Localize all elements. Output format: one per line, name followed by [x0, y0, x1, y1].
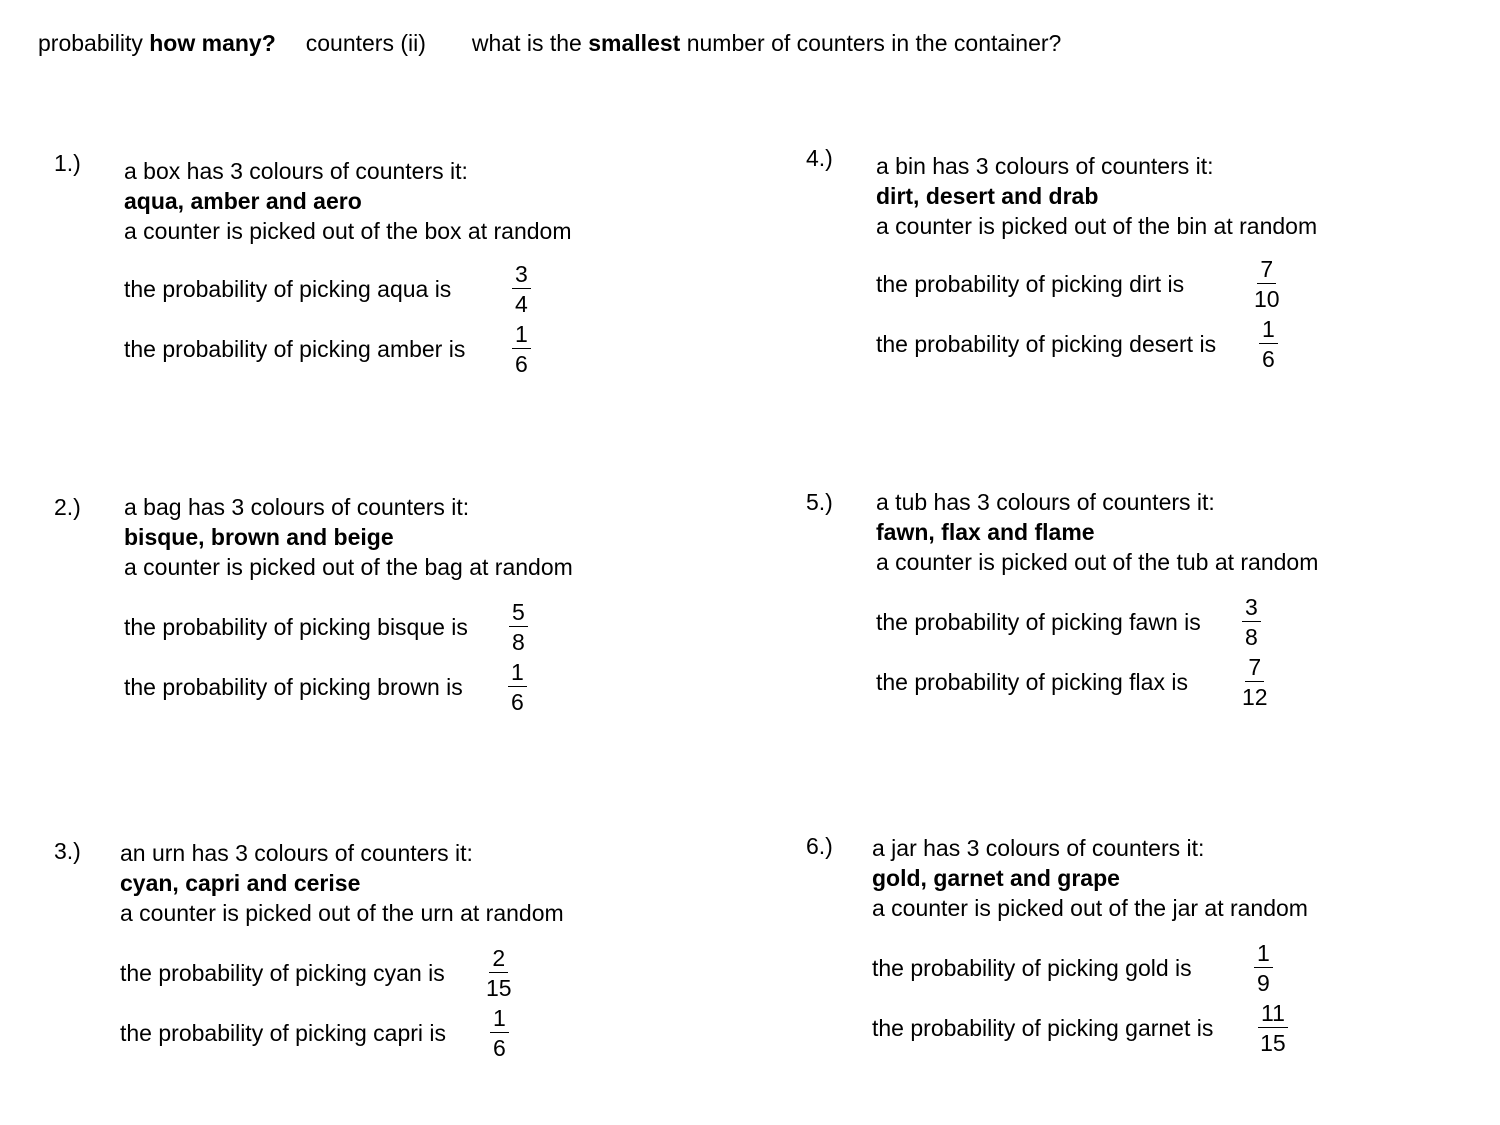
- fraction-denominator: 6: [1262, 346, 1275, 372]
- fraction-denominator: 6: [515, 351, 528, 377]
- fraction-denominator: 15: [1260, 1030, 1286, 1056]
- fraction: [512, 260, 531, 319]
- question-colours: cyan, capri and cerise: [120, 870, 361, 896]
- question-number: 5.): [806, 489, 833, 515]
- probability-text: the probability of picking brown is: [124, 674, 463, 700]
- subtopic-title: counters (ii): [305, 30, 426, 56]
- worksheet-header: [38, 30, 1061, 57]
- question-number: 1.): [54, 150, 81, 176]
- fraction-denominator: 8: [1245, 624, 1258, 650]
- question-number: 4.): [806, 145, 833, 171]
- fraction: [508, 658, 527, 717]
- question-colours: dirt, desert and drab: [876, 183, 1099, 209]
- question-number: 2.): [54, 494, 81, 520]
- fraction-denominator: 6: [511, 689, 524, 715]
- probability-text: the probability of picking bisque is: [124, 614, 468, 640]
- probability-text: the probability of picking capri is: [120, 1020, 446, 1046]
- probability-text: the probability of picking amber is: [124, 336, 466, 362]
- fraction: [1242, 653, 1268, 712]
- question-intro: a jar has 3 colours of counters it:: [872, 835, 1205, 861]
- question-intro: an urn has 3 colours of counters it:: [120, 840, 473, 866]
- fraction-numerator: 11: [1258, 999, 1288, 1028]
- fraction-denominator: 6: [493, 1035, 506, 1061]
- fraction: [509, 598, 528, 657]
- question-intro: a bag has 3 colours of counters it:: [124, 494, 470, 520]
- probability-text: the probability of picking garnet is: [872, 1015, 1214, 1041]
- fraction-numerator: 3: [1242, 593, 1261, 622]
- question-colours: fawn, flax and flame: [876, 519, 1095, 545]
- fraction: [1254, 255, 1280, 314]
- fraction-numerator: 7: [1257, 255, 1276, 284]
- fraction-numerator: 5: [509, 598, 528, 627]
- question-pick: a counter is picked out of the urn at random: [120, 900, 564, 926]
- topic-title: probability how many?: [38, 30, 276, 56]
- question-intro: a tub has 3 colours of counters it:: [876, 489, 1215, 515]
- fraction: [1258, 999, 1288, 1058]
- fraction: [490, 1004, 509, 1063]
- fraction: [1254, 939, 1273, 998]
- instruction: what is the smallest number of counters in the container?: [471, 30, 1062, 56]
- probability-text: the probability of picking dirt is: [876, 271, 1185, 297]
- probability-text: the probability of picking desert is: [876, 331, 1217, 357]
- question-pick: a counter is picked out of the bin at random: [876, 213, 1318, 239]
- fraction-numerator: 7: [1245, 653, 1264, 682]
- fraction-numerator: 1: [1259, 315, 1278, 344]
- fraction-denominator: 15: [486, 975, 512, 1001]
- fraction-denominator: 12: [1242, 684, 1268, 710]
- question-colours: aqua, amber and aero: [124, 188, 362, 214]
- fraction: [1259, 315, 1278, 374]
- fraction-numerator: 1: [490, 1004, 509, 1033]
- fraction-numerator: 3: [512, 260, 531, 289]
- fraction-numerator: 1: [1254, 939, 1273, 968]
- question-number: 3.): [54, 838, 81, 864]
- fraction-denominator: 10: [1254, 286, 1280, 312]
- question-pick: a counter is picked out of the jar at random: [872, 895, 1308, 921]
- question-number: 6.): [806, 833, 833, 859]
- probability-text: the probability of picking cyan is: [120, 960, 445, 986]
- question-pick: a counter is picked out of the tub at random: [876, 549, 1319, 575]
- probability-text: the probability of picking fawn is: [876, 609, 1201, 635]
- probability-text: the probability of picking aqua is: [124, 276, 452, 302]
- question-colours: bisque, brown and beige: [124, 524, 394, 550]
- fraction-denominator: 8: [512, 629, 525, 655]
- fraction-numerator: 1: [512, 320, 531, 349]
- question-intro: a bin has 3 colours of counters it:: [876, 153, 1214, 179]
- probability-text: the probability of picking flax is: [876, 669, 1188, 695]
- fraction: [486, 944, 512, 1003]
- question-pick: a counter is picked out of the box at random: [124, 218, 572, 244]
- question-intro: a box has 3 colours of counters it:: [124, 158, 468, 184]
- fraction-denominator: 9: [1257, 970, 1270, 996]
- fraction: [1242, 593, 1261, 652]
- fraction-numerator: 1: [508, 658, 527, 687]
- probability-text: the probability of picking gold is: [872, 955, 1192, 981]
- fraction-denominator: 4: [515, 291, 528, 317]
- fraction-numerator: 2: [489, 944, 508, 973]
- fraction: [512, 320, 531, 379]
- question-colours: gold, garnet and grape: [872, 865, 1120, 891]
- question-pick: a counter is picked out of the bag at random: [124, 554, 573, 580]
